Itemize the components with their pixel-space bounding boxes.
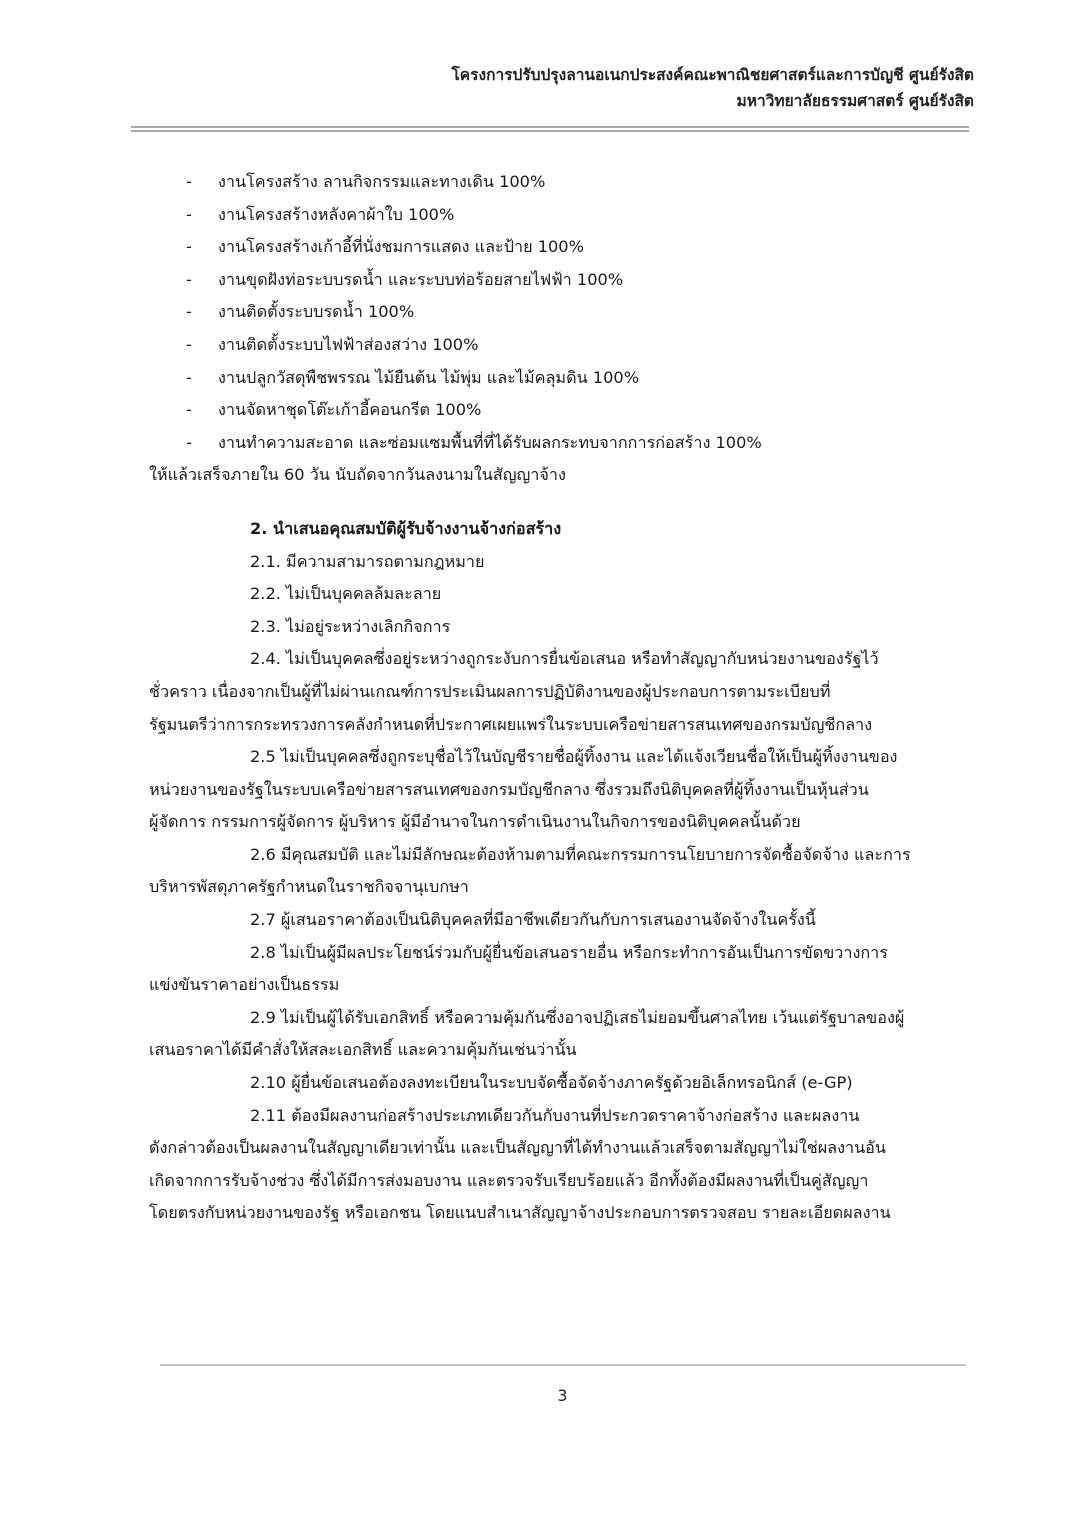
list-item: - งานโครงสร้างเก้าอี้ที่นั่งชมการแสดง และป้าย 100% [149,231,974,264]
clause-2-11 [149,1100,974,1230]
paragraph-line: 2.8 ไม่เป็นผู้มีผลประโยชน์ร่วมกับผู้ยื่นข้อเสนอรายอื่น หรือกระทำการอันเป็นการขัดขวางการ [250,942,888,962]
paragraph-line: 2.9 ไม่เป็นผู้ได้รับเอกสิทธิ์ หรือความคุ้มกันซึ่งอาจปฏิเสธไม่ยอมขึ้นศาลไทย เว้นแต่รัฐบาลของผู้ [250,1007,905,1027]
clause-2-9 [149,1002,974,1067]
paragraph-line: เสนอราคาได้มีคำสั่งให้สละเอกสิทธิ์ และความคุ้มกันเช่นว่านั้น [149,1040,577,1060]
list-item: - งานจัดหาชุดโต๊ะเก้าอี้คอนกรีต 100% [149,394,974,427]
clause-2-6 [149,839,974,904]
paragraph-line: เกิดจากการรับจ้างช่วง ซึ่งได้มีการส่งมอบงาน และตรวจรับเรียบร้อยแล้ว อีกทั้งต้องมีผลงานที่เป็นคู่สัญญา [149,1170,869,1190]
page-number: 3 [557,1386,568,1405]
paragraph-line: 2.5 ไม่เป็นบุคคลซึ่งถูกระบุชื่อไว้ในบัญชีรายชื่อผู้ทิ้งงาน และได้แจ้งเวียนชื่อให้เป็นผู้ทิ้งงานของ [250,747,898,767]
bullet-dash: - [186,334,192,354]
list-item: - งานโครงสร้างหลังคาผ้าใบ 100% [149,199,974,232]
bullet-dash: - [186,367,192,387]
section-heading: 2. นำเสนอคุณสมบัติผู้รับจ้างงานจ้างก่อสร้าง [250,518,562,538]
list-item: - งานติดตั้งระบบรดน้ำ 100% [149,296,974,329]
clause-2-3: 2.3. ไม่อยู่ระหว่างเลิกกิจการ [250,616,451,636]
clause-2-8 [149,937,974,1002]
paragraph-line: หน่วยงานของรัฐในระบบเครือข่ายสารสนเทศของกรมบัญชีกลาง ซึ่งรวมถึงนิติบุคคลที่ผู้ทิ้งงานเป็นหุ้นส่วน [149,779,869,799]
paragraph-line: 2.6 มีคุณสมบัติ และไม่มีลักษณะต้องห้ามตามที่คณะกรรมการนโยบายการจัดซื้อจัดจ้าง และการ [250,844,911,864]
bullet-dash: - [186,432,192,452]
list-item: - งานปลูกวัสดุพืชพรรณ ไม้ยืนต้น ไม้พุ่ม และไม้คลุมดิน 100% [149,362,974,395]
bullet-dash: - [186,237,192,257]
clause-2-1: 2.1. มีความสามารถตามกฎหมาย [250,551,485,571]
list-item: - งานติดตั้งระบบไฟฟ้าส่องสว่าง 100% [149,329,974,362]
paragraph-line: แข่งขันราคาอย่างเป็นธรรม [149,975,340,995]
clause-2-5 [149,741,974,839]
bullet-dash: - [186,172,192,191]
header-divider [131,126,969,132]
paragraph-line: 2.11 ต้องมีผลงานก่อสร้างประเภทเดียวกันกับงานที่ประกวดราคาจ้างก่อสร้าง และผลงาน [250,1105,860,1125]
bullet-dash: - [186,204,192,224]
works-list [149,166,974,459]
completion-period: ให้แล้วเสร็จภายใน 60 วัน นับถัดจากวันลงนามในสัญญาจ้าง [149,465,566,485]
footer-divider [160,1364,966,1366]
clause-2-2: 2.2. ไม่เป็นบุคคลล้มละลาย [250,584,442,604]
clause-2-4 [149,643,974,741]
document-header [451,62,974,114]
bullet-dash: - [186,400,192,420]
paragraph-line: ชั่วคราว เนื่องจากเป็นผู้ที่ไม่ผ่านเกณฑ์การประเมินผลการปฏิบัติงานของผู้ประกอบการตามระเบียบที่ [149,681,831,701]
paragraph-line: รัฐมนตรีว่าการกระทรวงการคลังกำหนดที่ประกาศเผยแพร่ในระบบเครือข่ายสารสนเทศของกรมบัญชีกลาง [149,714,873,734]
paragraph-line: บริหารพัสดุภาครัฐกำหนดในราชกิจจานุเบกษา [149,877,469,897]
list-item: - งานทำความสะอาด และซ่อมแซมพื้นที่ที่ได้รับผลกระทบจากการก่อสร้าง 100% [149,427,974,460]
paragraph-line: 2.4. ไม่เป็นบุคคลซึ่งอยู่ระหว่างถูกระงับการยื่นข้อเสนอ หรือทำสัญญากับหน่วยงานของรัฐไว้ [250,649,879,669]
header-project-title: โครงการปรับปรุงลานอเนกประสงค์คณะพาณิชยศาสตร์และการบัญชี ศูนย์รังสิต [451,66,974,84]
paragraph-line: ผู้จัดการ กรรมการผู้จัดการ ผู้บริหาร ผู้มีอำนาจในการดำเนินงานในกิจการของนิติบุคคลนั้นด้วย [149,812,801,832]
list-item: - งานขุดฝังท่อระบบรดน้ำ และระบบท่อร้อยสายไฟฟ้า 100% [149,264,974,297]
paragraph-line: ดังกล่าวต้องเป็นผลงานในสัญญาเดียวเท่านั้น และเป็นสัญญาที่ได้ทำงานแล้วเสร็จตามสัญญาไม่ใช่ผลงานอัน [149,1138,886,1158]
bullet-dash: - [186,302,192,322]
header-university: มหาวิทยาลัยธรรมศาสตร์ ศูนย์รังสิต [736,92,974,110]
paragraph-line: โดยตรงกับหน่วยงานของรัฐ หรือเอกชน โดยแนบสำเนาสัญญาจ้างประกอบการตรวจสอบ รายละเอียดผลงาน [149,1203,891,1223]
list-item: - งานโครงสร้าง ลานกิจกรรมและทางเดิน 100% [149,166,974,199]
bullet-dash: - [186,269,192,289]
clause-2-10: 2.10 ผู้ยื่นข้อเสนอต้องลงทะเบียนในระบบจัดซื้อจัดจ้างภาครัฐด้วยอิเล็กทรอนิกส์ (e-GP) [250,1073,853,1093]
document-body [149,166,974,1230]
clause-2-7: 2.7 ผู้เสนอราคาต้องเป็นนิติบุคคลที่มีอาชีพเดียวกันกับการเสนองานจัดจ้างในครั้งนี้ [250,910,816,930]
